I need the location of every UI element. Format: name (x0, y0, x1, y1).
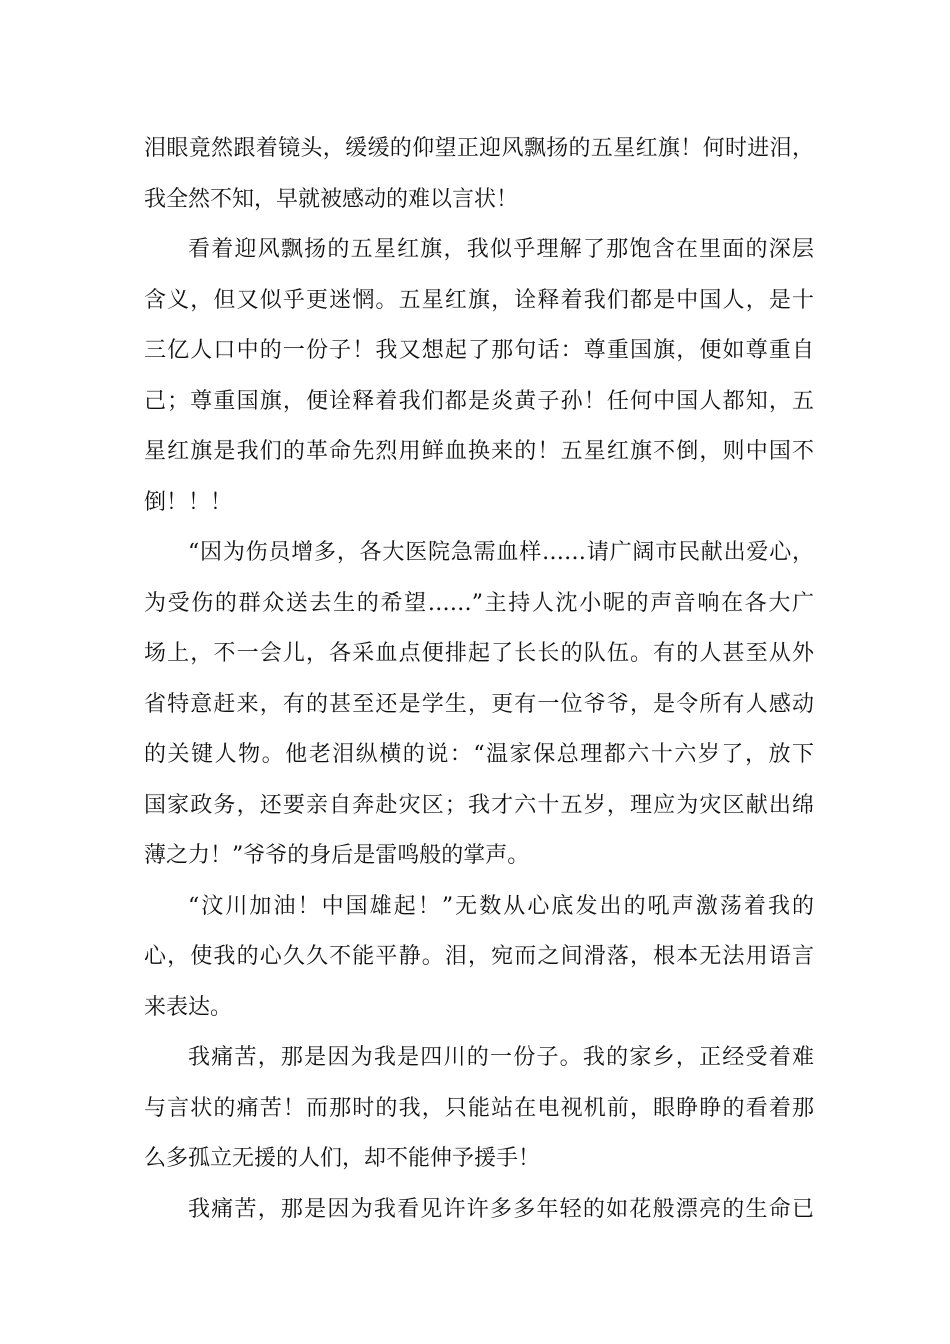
document-body (144, 124, 814, 1235)
text-line: 省特意赶来，有的甚至还是学生，更有一位爷爷，是令所有人感动 (144, 691, 814, 717)
paragraph-first-line: 看着迎风飘扬的五星红旗，我似乎理解了那饱含在里面的深层 (188, 237, 814, 262)
text-line: 含义，但又似乎更迷惘。五星红旗，诠释着我们都是中国人，是十 (144, 287, 814, 313)
paragraph-first-line: “因为伤员增多，各大医院急需血样……请广阔市民献出爱心， (188, 540, 814, 565)
text-line: 为受伤的群众送去生的希望……”主持人沈小昵的声音响在各大广 (144, 590, 814, 616)
text-line: 与言状的痛苦！而那时的我，只能站在电视机前，眼睁睁的看着那 (144, 1095, 814, 1121)
text-line: 来表达。 (144, 994, 233, 1020)
text-line: 的关键人物。他老泪纵横的说：“温家保总理都六十六岁了，放下 (144, 742, 814, 767)
text-line: 薄之力！”爷爷的身后是雷鸣般的掌声。 (144, 843, 530, 868)
text-line: 国家政务，还要亲自奔赴灾区；我才六十五岁，理应为灾区献出绵 (144, 792, 814, 818)
text-line: 场上，不一会儿，各采血点便排起了长长的队伍。有的人甚至从外 (144, 641, 814, 666)
text-line: 泪眼竟然跟着镜头，缓缓的仰望正迎风飘扬的五星红旗！何时进泪， (144, 136, 814, 161)
text-line: 三亿人口中的一份子！我又想起了那句话：尊重国旗，便如尊重自 (144, 338, 814, 363)
paragraph-first-line: “汶川加油！中国雄起！”无数从心底发出的吼声激荡着我的 (188, 893, 814, 919)
paragraph-first-line: 我痛苦，那是因为我看见许许多多年轻的如花般漂亮的生命已 (188, 1196, 814, 1222)
paragraph-first-line: 我痛苦，那是因为我是四川的一份子。我的家乡，正经受着难 (188, 1045, 814, 1070)
text-line: 倒！！！ (144, 489, 233, 515)
text-line: 己；尊重国旗，便诠释着我们都是炎黄子孙！任何中国人都知，五 (144, 388, 814, 414)
text-line: 心，使我的心久久不能平静。泪，宛而之间滑落，根本无法用语言 (144, 944, 814, 969)
text-line: 我全然不知，早就被感动的难以言状！ (144, 186, 519, 212)
text-line: 星红旗是我们的革命先烈用鲜血换来的！五星红旗不倒，则中国不 (144, 439, 814, 464)
text-line: 么多孤立无援的人们，却不能伸予援手！ (144, 1146, 541, 1171)
